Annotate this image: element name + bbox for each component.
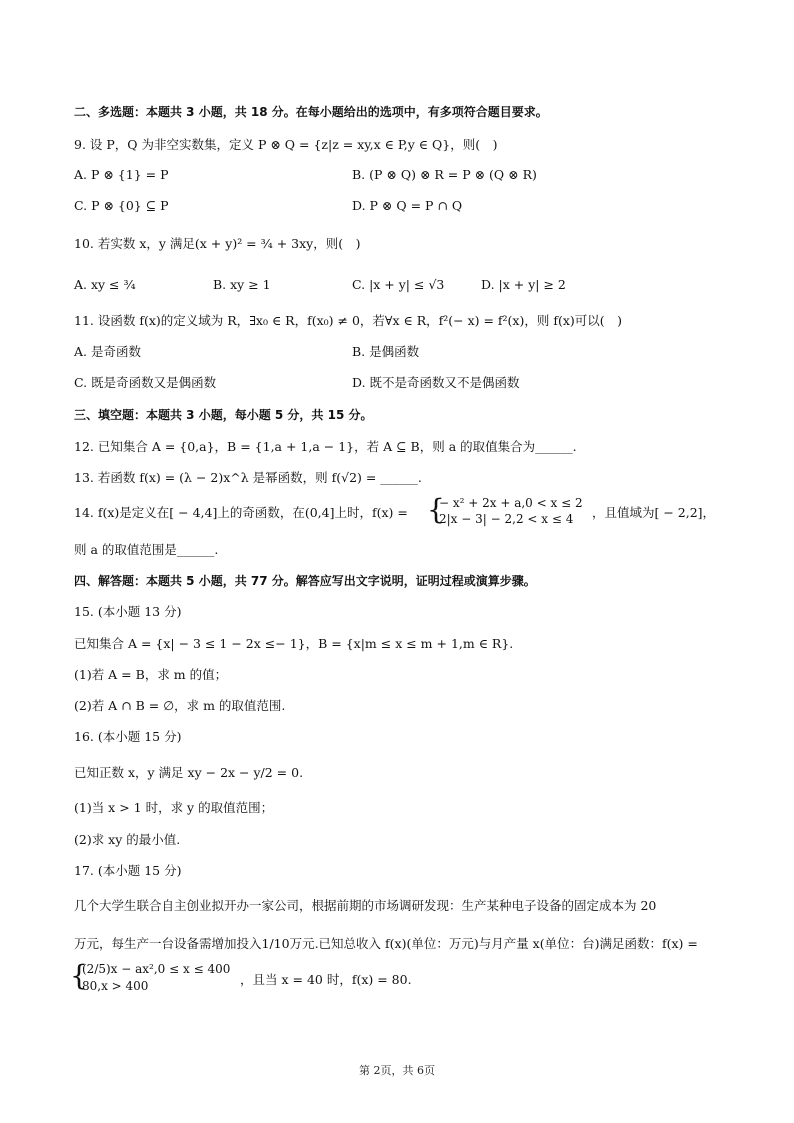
q17-piece-1: (2/5)x − ax²,0 ≤ x ≤ 400 bbox=[82, 962, 231, 976]
question-17-title: 17. (本小题 15 分) bbox=[74, 863, 182, 878]
q11-option-a: A. 是奇函数 bbox=[74, 344, 141, 359]
section-header-fill-blank: 三、填空题：本题共 3 小题，每小题 5 分，共 15 分。 bbox=[74, 408, 373, 422]
q14-piece-2: 2|x − 3| − 2,2 < x ≤ 4 bbox=[439, 512, 574, 526]
question-16-part2: (2)求 xy 的最小值. bbox=[74, 832, 181, 847]
question-15-part1: (1)若 A = B，求 m 的值； bbox=[74, 667, 228, 682]
q11-option-d: D. 既不是奇函数又不是偶函数 bbox=[352, 375, 520, 390]
question-14-line2: 则 a 的取值范围是______. bbox=[74, 542, 219, 557]
q10-option-a: A. xy ≤ ¾ bbox=[74, 277, 136, 292]
question-17-line1: 几个大学生联合自主创业拟开办一家公司，根据前期的市场调研发现：生产某种电子设备的固定成本为 20 bbox=[74, 898, 657, 913]
section-header-solution: 四、解答题：本题共 5 小题，共 77 分。解答应写出文字说明，证明过程或演算步骤。 bbox=[74, 574, 536, 588]
q9-option-b: B. (P ⊗ Q) ⊗ R = P ⊗ (Q ⊗ R) bbox=[352, 167, 537, 182]
piecewise-brace-14: { bbox=[427, 493, 445, 526]
q17-piece-2: 80,x > 400 bbox=[82, 979, 149, 993]
question-12: 12. 已知集合 A = {0,a}，B = {1,a + 1,a − 1}，若 A ⊆ B，则 a 的取值集合为______. bbox=[74, 439, 577, 454]
q10-option-d: D. |x + y| ≥ 2 bbox=[481, 277, 566, 292]
q11-option-c: C. 既是奇函数又是偶函数 bbox=[74, 375, 217, 390]
question-16-title: 16. (本小题 15 分) bbox=[74, 729, 182, 744]
question-17-suffix: ，且当 x = 40 时，f(x) = 80. bbox=[240, 972, 412, 987]
question-15-given: 已知集合 A = {x| − 3 ≤ 1 − 2x ≤− 1}，B = {x|m ≤ x ≤ m + 1,m ∈ R}. bbox=[74, 636, 514, 651]
q9-option-a: A. P ⊗ {1} = P bbox=[74, 167, 169, 182]
question-11-stem: 11. 设函数 f(x)的定义域为 R，∃x₀ ∈ R，f(x₀) ≠ 0，若∀x ∈ R，f²(− x) = f²(x)，则 f(x)可以( ) bbox=[74, 313, 623, 328]
q9-option-d: D. P ⊗ Q = P ∩ Q bbox=[352, 198, 463, 213]
question-10-stem: 10. 若实数 x，y 满足(x + y)² = ¾ + 3xy，则( ) bbox=[74, 236, 361, 251]
question-14-prefix: 14. f(x)是定义在[ − 4,4]上的奇函数，在(0,4]上时，f(x) = bbox=[74, 505, 408, 520]
question-15-part2: (2)若 A ∩ B = ∅，求 m 的取值范围. bbox=[74, 698, 286, 713]
q11-option-b: B. 是偶函数 bbox=[352, 344, 420, 359]
q10-option-c: C. |x + y| ≤ √3 bbox=[352, 277, 445, 292]
question-14-suffix: ，且值域为[ − 2,2]， bbox=[592, 505, 716, 520]
question-13: 13. 若函数 f(x) = (λ − 2)x^λ 是幂函数，则 f(√2) = ______. bbox=[74, 470, 422, 485]
question-9-stem: 9. 设 P，Q 为非空实数集，定义 P ⊗ Q = {z|z = xy,x ∈ P,y ∈ Q}，则( ) bbox=[74, 137, 498, 152]
piecewise-brace-17: { bbox=[70, 959, 88, 992]
section-header-multi-choice: 二、多选题：本题共 3 小题，共 18 分。在每小题给出的选项中，有多项符合题目要求。 bbox=[74, 105, 548, 119]
q9-option-c: C. P ⊗ {0} ⊆ P bbox=[74, 198, 169, 213]
q10-option-b: B. xy ≥ 1 bbox=[213, 277, 271, 292]
question-16-part1: (1)当 x > 1 时，求 y 的取值范围； bbox=[74, 800, 274, 815]
question-17-line2: 万元，每生产一台设备需增加投入1/10万元.已知总收入 f(x)(单位：万元)与月产量 x(单位：台)满足函数：f(x) = bbox=[74, 936, 698, 951]
page-footer: 第 2页，共 6页 bbox=[359, 1064, 435, 1077]
question-16-given: 已知正数 x，y 满足 xy − 2x − y/2 = 0. bbox=[74, 765, 304, 780]
q14-piece-1: − x² + 2x + a,0 < x ≤ 2 bbox=[439, 496, 583, 510]
question-15-title: 15. (本小题 13 分) bbox=[74, 604, 182, 619]
